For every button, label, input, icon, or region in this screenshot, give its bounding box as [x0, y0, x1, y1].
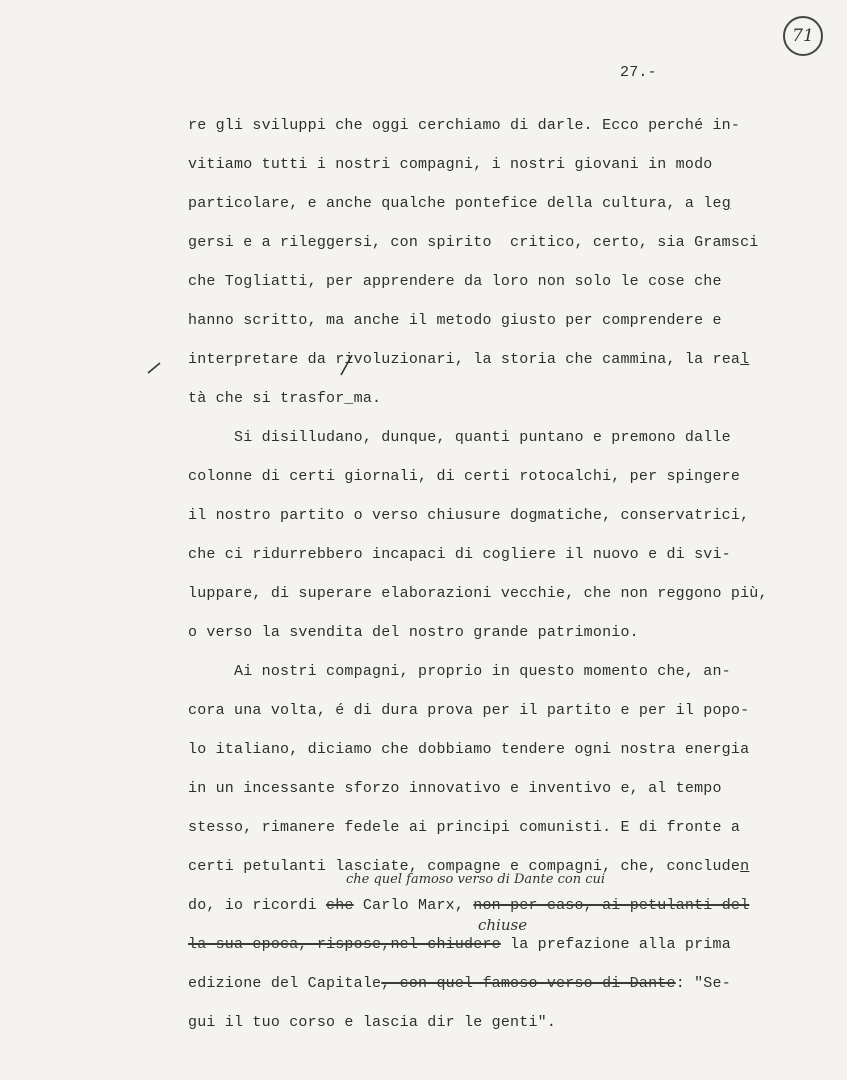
handwritten-insertion-chiuse: chiuse — [478, 916, 528, 934]
text-line: particolare, e anche qualche pontefice della cultura, a leg — [188, 195, 731, 212]
text-line: re gli sviluppi che oggi cerchiamo di darle. Ecco perché in- — [188, 117, 741, 134]
text-line: il nostro partito o verso chiusure dogmatiche, conservatrici, — [188, 507, 750, 524]
text-line: hanno scritto, ma anche il metodo giusto per comprendere e — [188, 312, 722, 329]
text-line: Si disilludano, dunque, quanti puntano e premono dalle — [188, 429, 731, 446]
text-line: cora una volta, é di dura prova per il partito e per il popo- — [188, 702, 750, 719]
text-line: stesso, rimanere fedele ai principi comunisti. E di fronte a — [188, 819, 741, 836]
margin-correction-mark — [142, 355, 522, 385]
text-line: che ci ridurrebbero incapaci di cogliere il nuovo e di svi- — [188, 546, 731, 563]
text-line: lo italiano, diciamo che dobbiamo tendere ogni nostra energia — [188, 741, 750, 758]
archive-number: 71 — [792, 26, 814, 46]
handwritten-insertion: che quel famoso verso di Dante con cui — [346, 872, 606, 887]
text-line: vitiamo tutti i nostri compagni, i nostri giovani in modo — [188, 156, 713, 173]
text-line: luppare, di superare elaborazioni vecchie, che non reggono più, — [188, 585, 768, 602]
text-line: che Togliatti, per apprendere da loro non solo le cose che — [188, 273, 722, 290]
text-line: colonne di certi giornali, di certi rotocalchi, per spingere — [188, 468, 741, 485]
text-line: interpretare da rivoluzionari, la storia che cammina, la real — [188, 351, 750, 368]
text-line: edizione del Capitale, con quel famoso verso di Dante: "Se- — [188, 975, 731, 992]
text-line: tà che si trasfor_ma. — [188, 390, 382, 407]
text-line: do, io ricordi che Carlo Marx, non per caso, ai petulanti del — [188, 897, 750, 914]
text-line: in un incessante sforzo innovativo e inventivo e, al tempo — [188, 780, 722, 797]
text-line: certi petulanti lasciate, compagne e compagni, che, concluden — [188, 858, 750, 875]
text-line: Ai nostri compagni, proprio in questo momento che, an- — [188, 663, 731, 680]
text-line: o verso la svendita del nostro grande patrimonio. — [188, 624, 639, 641]
text-line: la sua epoca, rispose,nel chiudere la prefazione alla prima — [188, 936, 731, 953]
text-line: gui il tuo corso e lascia dir le genti". — [188, 1014, 557, 1031]
text-line: gersi e a rileggersi, con spirito critico, certo, sia Gramsci — [188, 234, 759, 251]
page-number: 27.- — [620, 64, 657, 81]
archive-number-stamp — [783, 16, 823, 56]
